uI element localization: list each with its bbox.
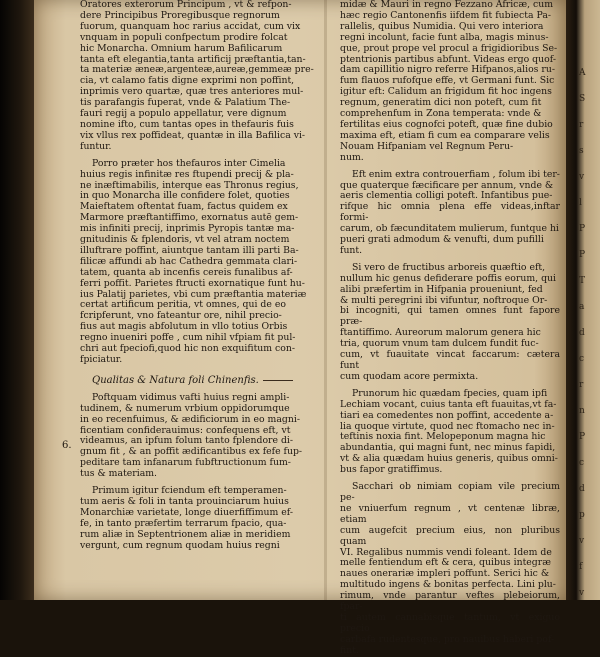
text-line: ne vniuerfum regnum , vt centenæ libræ, etiam	[340, 502, 560, 525]
text-line: rifque hic omnia plena effe videas,inftar formi-	[340, 201, 560, 224]
text-line: fint.	[340, 644, 359, 656]
text-line: & multi peregrini ibi vifuntur, noftroque Or-	[340, 294, 548, 306]
text-line: tanta eft elegantia,tanta artificij præftantia,tan-	[80, 53, 306, 65]
facing-page-letter: l	[579, 198, 582, 208]
text-line: Maieftatem oftentat fuam, factus quidem ex	[80, 201, 288, 213]
text-line: lia quoque virtute, quod nec ftomacho nec in-	[340, 420, 555, 432]
facing-page-letter: P	[579, 250, 586, 260]
text-line: que quaterque fæcificare per annum, vnde &	[340, 179, 554, 191]
section-heading	[92, 376, 316, 387]
text-line: fpiciatur.	[80, 354, 123, 365]
text-line: huius regis infinitæ res ftupendi precij & pla-	[80, 168, 294, 180]
text-line: que, prout prope vel procul a frigidioribus Se-	[340, 42, 558, 54]
section-number: 6.	[62, 440, 72, 451]
text-line: carum, ob fæcunditatem mulierum, funtque hi	[340, 223, 559, 235]
right-paragraph-3	[340, 263, 560, 383]
text-line: Prunorum hic quædam fpecies, quam ipfi	[352, 387, 548, 399]
text-line: tus & materiam.	[80, 468, 158, 480]
facing-page-letter: P	[579, 224, 586, 234]
facing-page-letter: T	[579, 276, 586, 286]
text-line: Oratores exterorum Principum , vt & refpon-	[80, 0, 292, 10]
text-line: tiari ea comedentes non poffint, accedente a-	[340, 409, 554, 421]
text-line: naues onerariæ impleri poffunt. Serici hic &	[340, 568, 550, 580]
text-line: inprimis vero quartæ, quæ tres anteriores mul-	[80, 86, 304, 98]
text-line: nullum hic genus defiderare poffis eorum, qui	[340, 272, 556, 284]
text-line: fcripferunt, vno fateantur ore, nihil precio-	[80, 310, 282, 322]
text-line: in eo recenfuimus, & ædificiorum in eo magni-	[80, 413, 300, 425]
text-line: Primum igitur fciendum eft temperamen-	[92, 485, 287, 497]
text-line: Sacchari ob nimiam copiam vile precium pe-	[340, 481, 560, 503]
text-line: in quo Monarcha ille confidere folet, quoties	[80, 190, 290, 202]
right-paragraph-2	[340, 170, 560, 257]
text-line: Si vero de fructibus arboreis quæftio eft,	[352, 261, 546, 273]
column-gutter	[324, 0, 327, 600]
text-line: dere Principibus Proregibusque regnorum	[80, 9, 280, 21]
text-line: ti autem cannabisque tantum, vt exiguo precio	[340, 611, 560, 634]
facing-page-letter: f	[579, 562, 583, 572]
text-line: Marmore præftantiffimo, exornatus autē gem-	[80, 212, 299, 224]
right-paragraph-5	[340, 482, 560, 657]
text-line: comprehenfum in Zona temperata: vnde &	[340, 108, 542, 120]
text-line: nomine ifto, cum tantas opes in thefauris fuis	[80, 118, 294, 130]
text-line: funt.	[340, 244, 363, 256]
facing-page-letter: r	[579, 120, 584, 130]
text-line: Nouam Hifpaniam vel Regnum Peru-	[340, 140, 514, 152]
left-paragraph-3	[80, 393, 316, 480]
text-line: ta materiæ æneæ,argenteæ,aureæ,gemmeæ pre-	[80, 64, 314, 76]
text-line: fum flauos rufofque effe, vt Germani funt. Sic	[340, 75, 555, 87]
facing-page-letter: v	[579, 536, 585, 546]
text-line: cum quodam acore permixta.	[340, 370, 479, 382]
facing-page-letter: v	[579, 588, 585, 598]
text-line: hæc regio Cantonenfis iifdem fit fubiecta Pa-	[340, 9, 552, 21]
text-line: pueri grati admodum & venufti, dum pufilli	[340, 234, 544, 246]
text-line: Monarchiæ varietate, longe diuerfiffimum ef-	[80, 506, 294, 518]
text-line: regno inueniri poffe , cum nihil vfpiam fit pul-	[80, 332, 296, 344]
facing-page-letter: P	[579, 432, 586, 442]
facing-page-letters	[579, 60, 597, 606]
facing-page-letter: A	[579, 68, 586, 78]
facing-page-letter: c	[579, 354, 585, 364]
text-line: tudinem, & numerum vrbium oppidorumque	[80, 402, 290, 414]
text-line: vergunt, cum regnum quodam huius regni	[80, 539, 280, 551]
text-line: tum aeris & foli in tanta prouinciarum huius	[80, 495, 289, 507]
text-line: illuftrare poffint, aiuntque tantam illi parti Ba-	[80, 244, 299, 256]
text-line: certat artificum peritia, vt omnes, qui de eo	[80, 299, 286, 311]
text-line: dam capillitio nigro referre Hifpanos,alios ru-	[340, 64, 555, 76]
text-line: fertilitas eius cognofci poteft, quæ fine dubio	[340, 118, 553, 130]
text-line: cia, vt calamo fatis digne exprimi non poffint,	[80, 75, 295, 87]
text-line: VI. Regalibus nummis vendi foleant. Idem de	[340, 546, 552, 558]
text-line: gnitudinis & fplendoris, vt vel atram noctem	[80, 234, 290, 246]
text-line: filicæ affundi ab hac Cathedra gemmata clari-	[80, 255, 298, 267]
facing-page-letter: c	[579, 458, 585, 468]
text-line: igitur eft: Calidum an frigidum fit hoc ingens	[340, 86, 552, 98]
facing-page-letter: p	[579, 510, 585, 520]
facing-page-letter: d	[579, 328, 585, 338]
text-line: multitudo ingens & bonitas perfecta. Lini plu-	[340, 579, 556, 591]
text-line: regnum, generatim dici non poteft, cum fit	[340, 97, 542, 109]
facing-page-letter: s	[579, 146, 584, 156]
text-line: ferri poffit. Parietes ftructi exornatique funt hu-	[80, 277, 305, 289]
text-line: regni incolunt, facie funt alba, magis minus-	[340, 31, 549, 43]
text-line: vix vllus rex poffideat, quantæ in illa Bafilica vi-	[80, 129, 306, 141]
text-line: Porro præter hos thefauros inter Cimelia	[92, 157, 286, 169]
text-line: Eft enim extra controuerfiam , folum ibi ter-	[352, 168, 560, 180]
binding-shadow	[0, 0, 34, 600]
text-line: chri aut fpeciofi,quod hic non exquifitum con-	[80, 343, 295, 355]
facing-page-letter: d	[579, 484, 585, 494]
text-line: funtur.	[80, 140, 112, 152]
text-line: rimum, vnde parantur veftes plebeiorum, fpar-	[340, 590, 560, 613]
text-line: ius Palatij parietes, vbi cum præftantia materiæ	[80, 288, 307, 300]
facing-page-letter: S	[579, 94, 586, 104]
text-line: fauri regij a populo appellatur, vere dignum	[80, 108, 287, 120]
text-line: ficentiam confiderauimus: confequens eft, vt	[80, 424, 291, 436]
text-line: melle fentiendum eft & cera, quibus integræ	[340, 557, 551, 569]
text-line: fuorum, quanquam hoc rarius accidat, cum vix	[80, 20, 301, 32]
text-line: mis infiniti precij, inprimis Pyropis tantæ ma-	[80, 223, 295, 235]
text-line: rum aliæ in Septentrionem aliæ in meridiem	[80, 528, 291, 540]
text-line: alibi præfertim in Hifpania proueniunt, fed	[340, 283, 543, 295]
text-line: tria, quorum vnum tam dulcem fundit fuc-	[340, 338, 539, 350]
text-line: teftinis noxia fint. Melopeponum magna hic	[340, 431, 546, 443]
text-line: bus fapor gratiffimus.	[340, 464, 443, 476]
text-line: cum, vt fuauitate vincat faccarum: cætera funt	[340, 349, 560, 371]
text-line: fius aut magis abfolutum in vllo totius Orbis	[80, 321, 288, 333]
right-text-column	[340, 0, 560, 657]
right-paragraph-1	[340, 0, 560, 164]
text-line: peditare tam infanarum fubftructionum fum-	[80, 457, 291, 469]
text-line: abundantia, qui magni funt, nec minus fapidi,	[340, 442, 556, 454]
section-heading-text: Qualitas & Natura foli Chinenfis.	[92, 374, 259, 386]
text-line: carbafa rudentesque, pro nauibus haberi pof-	[340, 633, 555, 645]
text-line: bi incogniti, qui tamen omnes funt fapore præ-	[340, 305, 560, 328]
text-line: gnum fit , & an poffit ædificantibus ex fefe fup-	[80, 446, 303, 458]
text-line: hic Monarcha. Omnium harum Bafilicarum	[80, 42, 283, 54]
heading-rule	[263, 380, 293, 381]
text-line: cum augefcit precium eius, non pluribus quam	[340, 524, 560, 547]
text-line: Lechiam vocant, cuius tanta eft fuauitas,vt fa-	[340, 398, 557, 410]
text-line: aeris clementia colligi poteft. Infantibus pue-	[340, 190, 553, 202]
left-paragraph-1	[80, 0, 316, 153]
facing-page-letter: a	[579, 302, 585, 312]
left-paragraph-2	[80, 159, 316, 366]
text-line: ptentrionis partibus abfunt. Videas ergo quof-	[340, 53, 556, 65]
text-line: videamus, an ipfum folum tanto fplendore di-	[80, 435, 294, 447]
text-line: maxima eft, etiam fi cum ea comparare velis	[340, 129, 550, 141]
facing-page-letter: n	[579, 406, 585, 416]
text-line: num.	[340, 151, 364, 163]
left-paragraph-4	[80, 486, 316, 551]
text-line: vt & alia quædam huius generis, quibus omni-	[340, 453, 558, 465]
text-line: midæ & Mauri in regno Fezzano Africæ, cum	[340, 0, 554, 10]
text-line: ne inæftimabilis, interque eas Thronus regius,	[80, 179, 299, 191]
right-paragraph-4	[340, 389, 560, 476]
text-line: Poftquam vidimus vafti huius regni ampli-	[92, 391, 290, 403]
facing-page-letter: v	[579, 172, 585, 182]
text-line: rallelis, quibus Numidia. Qui vero interiora	[340, 20, 544, 32]
facing-page-letter: r	[579, 380, 584, 390]
left-text-column	[80, 0, 316, 552]
text-line: tis parafangis fuperat, vnde & Palatium The-	[80, 97, 291, 109]
text-line: tatem, quanta ab incenfis cereis funalibus af-	[80, 266, 293, 278]
text-line: vnquam in populi confpectum prodire folcat	[80, 31, 288, 43]
text-line: fe, in tanto præfertim terrarum fpacio, qua-	[80, 517, 287, 529]
text-line: ftantiffimo. Aureorum malorum genera hic	[340, 327, 541, 339]
